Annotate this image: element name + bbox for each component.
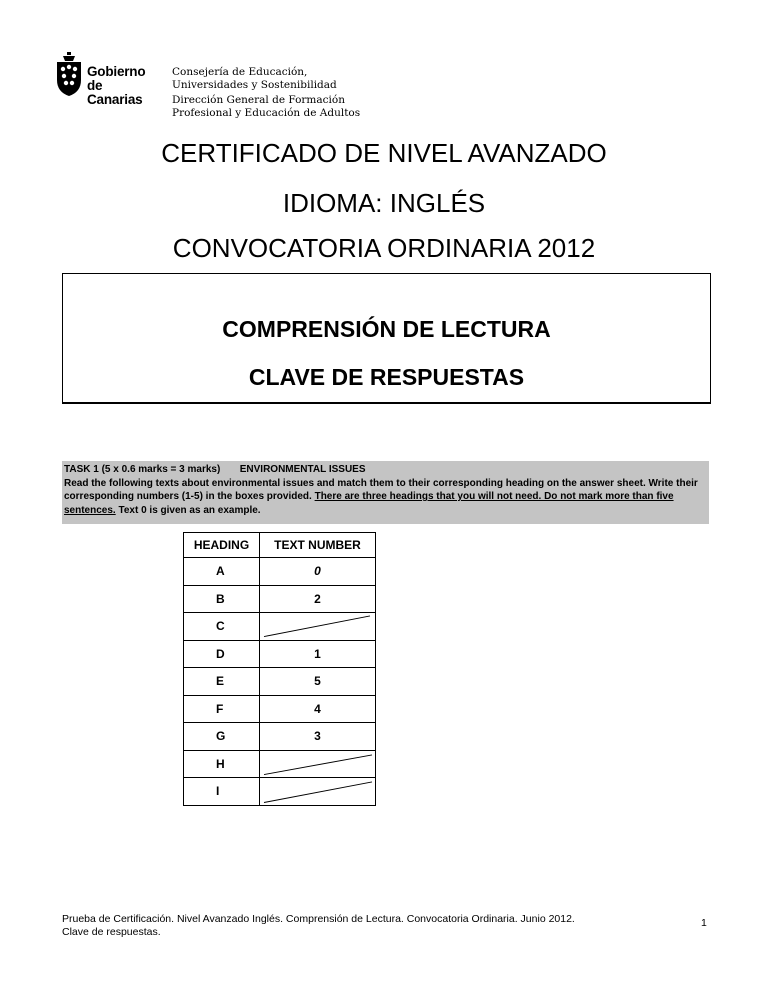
heading-cell: G bbox=[184, 723, 260, 751]
gobierno-logo bbox=[54, 52, 159, 107]
number-cell: 5 bbox=[260, 668, 376, 696]
table-row bbox=[184, 695, 376, 723]
crossed-out-cell bbox=[260, 750, 376, 778]
session-title: CONVOCATORIA ORDINARIA 2012 bbox=[172, 233, 596, 263]
number-cell: 4 bbox=[260, 695, 376, 723]
strike-line-icon bbox=[260, 613, 375, 640]
column-header-text-number: TEXT NUMBER bbox=[260, 533, 376, 558]
section-title: COMPRENSIÓN DE LECTURA bbox=[222, 316, 551, 342]
dept-line: Universidades y Sostenibilidad bbox=[172, 79, 337, 91]
table-row bbox=[184, 558, 376, 586]
heading-cell: F bbox=[184, 695, 260, 723]
logo-line-2: de Canarias bbox=[87, 78, 143, 107]
table-row bbox=[184, 750, 376, 778]
table-row bbox=[184, 778, 376, 806]
strike-line-icon bbox=[260, 751, 375, 778]
table-row bbox=[184, 668, 376, 696]
task-instruction-example: Text 0 is given as an example. bbox=[118, 504, 261, 516]
number-cell: 1 bbox=[260, 640, 376, 668]
table-header-row bbox=[184, 533, 376, 558]
heading-cell: H bbox=[184, 750, 260, 778]
section-box bbox=[62, 273, 711, 404]
heading-cell: I bbox=[184, 778, 260, 806]
dept-line: Consejería de Educación, bbox=[172, 66, 308, 78]
heading-cell: E bbox=[184, 668, 260, 696]
answer-table bbox=[183, 532, 376, 806]
coat-of-arms-icon bbox=[54, 52, 84, 98]
section-subtitle: CLAVE DE RESPUESTAS bbox=[248, 364, 525, 390]
footer-line-2: Clave de respuestas. bbox=[62, 926, 161, 938]
heading-cell: C bbox=[184, 613, 260, 641]
dept-line: Dirección General de Formación bbox=[172, 94, 345, 106]
number-cell: 3 bbox=[260, 723, 376, 751]
footer-line-1: Prueba de Certificación. Nivel Avanzado Inglés. Comprensión de Lectura. Convocatoria Ordinaria. Junio 2012. bbox=[62, 913, 575, 925]
table-row bbox=[184, 613, 376, 641]
footer bbox=[62, 913, 682, 939]
number-cell: 0 bbox=[260, 558, 376, 586]
number-cell: 2 bbox=[260, 585, 376, 613]
logo-line-1: Gobierno bbox=[87, 64, 146, 79]
heading-cell: A bbox=[184, 558, 260, 586]
strike-line-icon bbox=[260, 778, 375, 805]
heading-cell: B bbox=[184, 585, 260, 613]
task-instruction-underlined: There are three headings that you will not need. Do not mark more than five sentences. bbox=[64, 491, 674, 516]
task-topic: ENVIRONMENTAL ISSUES bbox=[239, 464, 366, 475]
table-row bbox=[184, 723, 376, 751]
task-instructions bbox=[62, 461, 709, 524]
page-number: 1 bbox=[701, 917, 707, 929]
task-label: TASK 1 (5 x 0.6 marks = 3 marks) bbox=[64, 464, 221, 475]
heading-cell: D bbox=[184, 640, 260, 668]
dept-line: Profesional y Educación de Adultos bbox=[172, 107, 361, 119]
department-block bbox=[172, 66, 360, 120]
crossed-out-cell bbox=[260, 778, 376, 806]
certificate-title: CERTIFICADO DE NIVEL AVANZADO bbox=[161, 138, 607, 168]
task-instruction: Read the following texts about environmental issues and match them to their corresponding heading on the answer sheet. Write their corresponding numbers (1-5) in the boxes provided. bbox=[64, 477, 698, 502]
language-title: IDIOMA: INGLÉS bbox=[282, 188, 486, 218]
table-row bbox=[184, 585, 376, 613]
crossed-out-cell bbox=[260, 613, 376, 641]
column-header-heading: HEADING bbox=[184, 533, 260, 558]
table-row bbox=[184, 640, 376, 668]
